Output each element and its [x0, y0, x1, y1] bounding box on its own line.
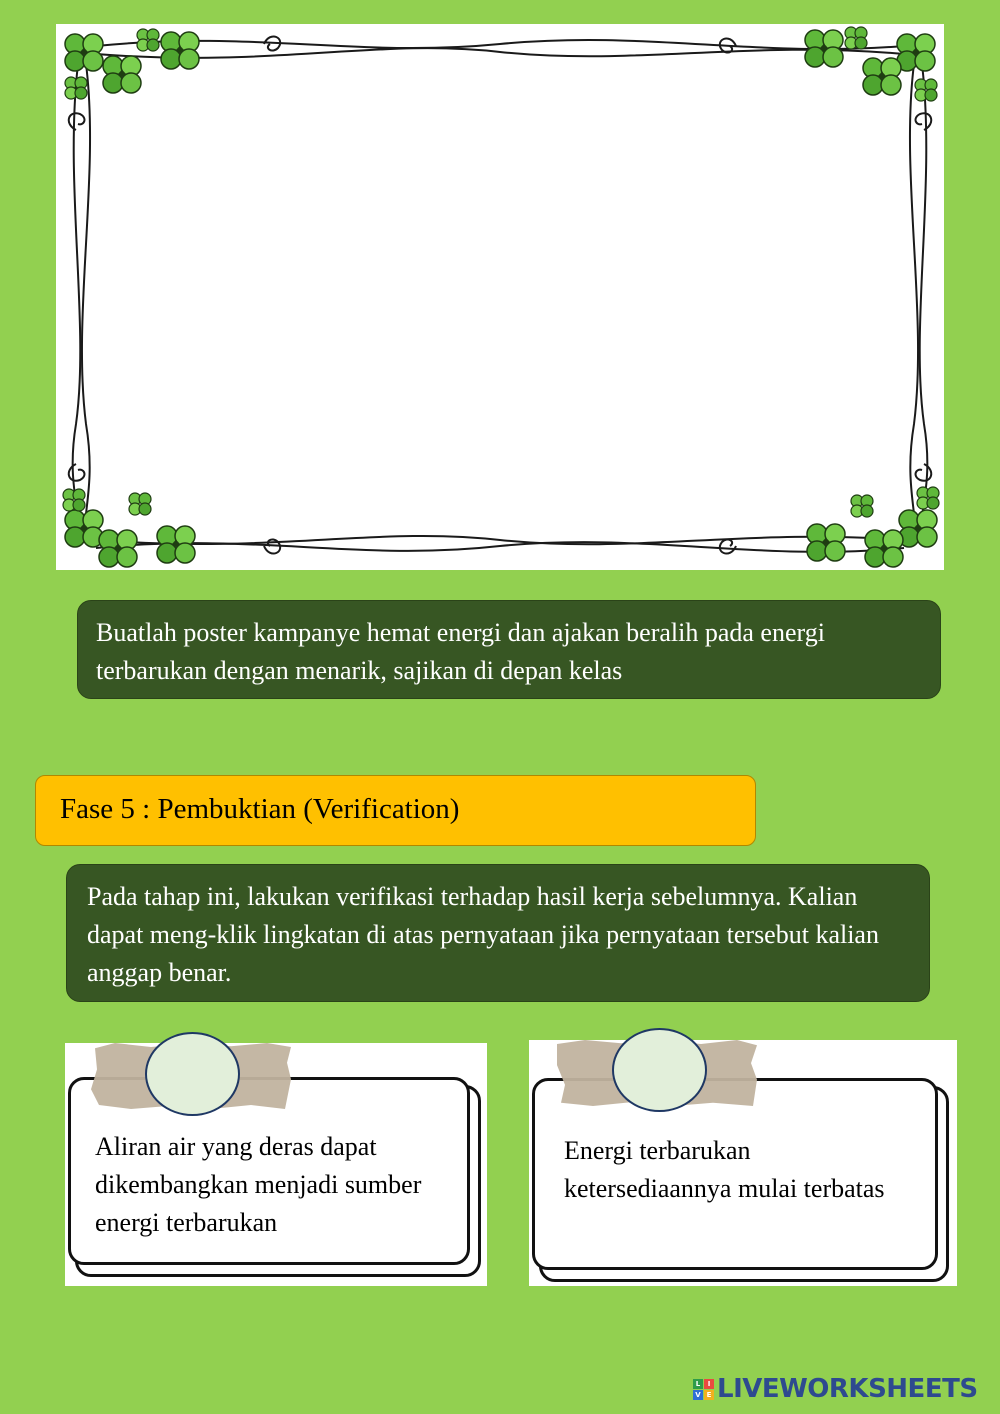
poster-frame — [56, 24, 944, 570]
logo-letter-v: V — [693, 1390, 703, 1400]
brand-name: LIVEWORKSHEETS — [717, 1374, 978, 1404]
instruction-text: Buatlah poster kampanye hemat energi dan ajakan beralih pada energi terbarukan dengan menarik, sajikan di depan kelas — [96, 618, 825, 685]
logo-letter-e: E — [704, 1390, 714, 1400]
logo-letter-i: I — [704, 1379, 714, 1389]
brand-footer — [693, 1372, 978, 1406]
statement-card-1 — [65, 1043, 487, 1286]
statement-2-check-circle[interactable] — [612, 1028, 707, 1112]
phase-title-box — [35, 775, 756, 846]
statement-1-text: Aliran air yang deras dapat dikembangkan menjadi sumber energi terbarukan — [95, 1132, 422, 1237]
clover-border-decoration — [56, 24, 944, 570]
logo-letter-l: L — [693, 1379, 703, 1389]
phase-title: Fase 5 : Pembuktian (Verification) — [60, 793, 460, 825]
statement-card-2 — [529, 1040, 957, 1286]
statement-2-text: Energi terbarukan ketersediaannya mulai terbatas — [564, 1136, 885, 1203]
statement-1-check-circle[interactable] — [145, 1032, 240, 1116]
liveworksheets-logo-icon — [693, 1379, 714, 1400]
verification-text: Pada tahap ini, lakukan verifikasi terhadap hasil kerja sebelumnya. Kalian dapat meng-klik lingkatan di atas pernyataan jika pernyataan tersebut kalian anggap benar. — [87, 882, 879, 987]
verification-box — [66, 864, 930, 1002]
instruction-box — [77, 600, 941, 699]
